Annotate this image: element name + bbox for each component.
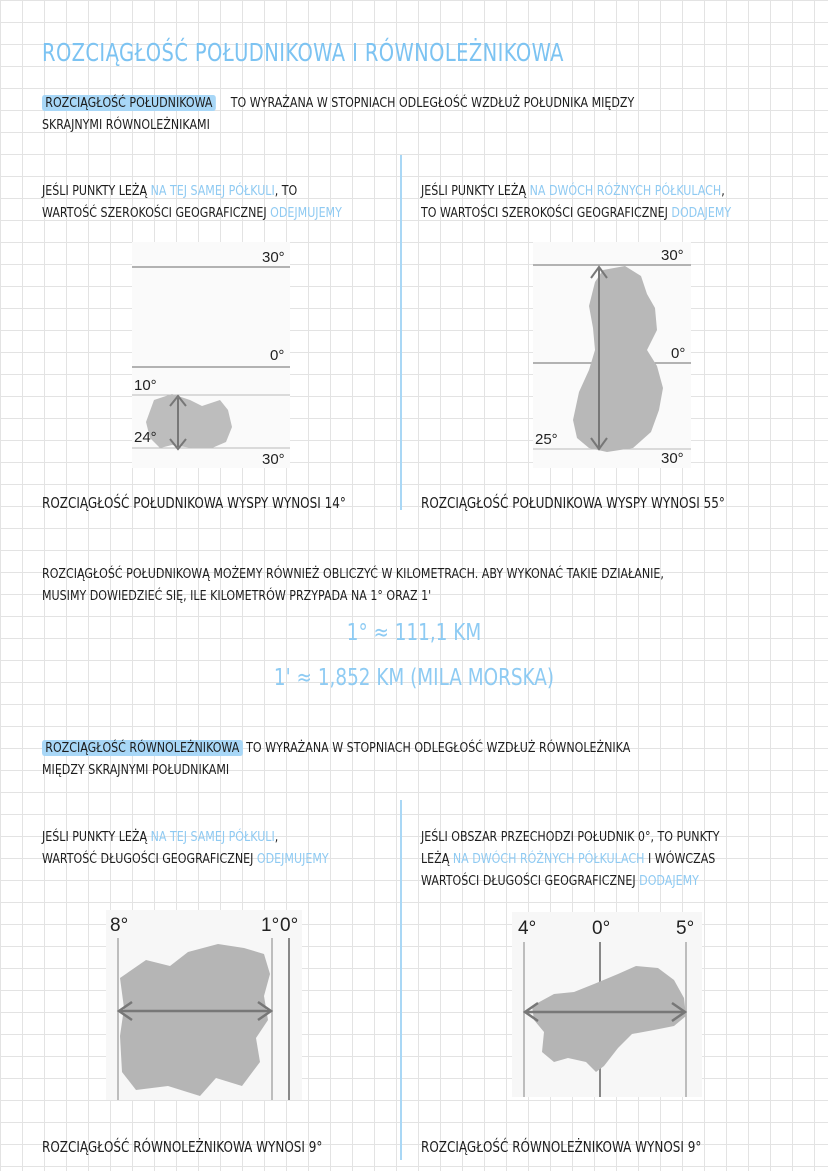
rule-prime-meridian: JEŚLI OBSZAR PRZECHODZI POŁUDNIK 0°, TO PUNKTY [421, 829, 720, 845]
rule-same-hemisphere-cont [42, 848, 329, 870]
caption-meridional-55: ROZCIĄGŁOŚĆ POŁUDNIKOWA WYSPY WYNOSI 55° [421, 494, 725, 512]
rule-text: WARTOŚĆ DŁUGOŚCI GEOGRAFICZNEJ [42, 851, 257, 867]
term-highlight-parallel: ROZCIĄGŁOŚĆ RÓWNOLEŻNIKOWA [42, 740, 243, 756]
rule-two-hemispheres-cont [421, 202, 731, 224]
rule-same-hemisphere [42, 180, 297, 202]
rule-highlight: DODAJEMY [639, 873, 699, 889]
meridional-diagram-two [533, 242, 691, 468]
rule-highlight: ODEJMUJEMY [270, 205, 342, 221]
formula-minute: 1' ≈ 1,852 KM (MILA MORSKA) [273, 665, 555, 691]
rule-text: , [274, 829, 279, 845]
rule-prime-meridian-cont [421, 848, 715, 870]
definition-text: TO WYRAŻANA W STOPNIACH ODLEGŁOŚĆ WZDŁUŻ POŁUDNIKA MIĘDZY [230, 95, 635, 111]
term-highlight-meridional: ROZCIĄGŁOŚĆ POŁUDNIKOWA [42, 95, 216, 111]
rule-text: , [721, 183, 725, 199]
rule-highlight: NA DWÓCH RÓŻNYCH PÓŁKULACH [529, 183, 722, 199]
parallel-diagram-two [512, 912, 702, 1097]
label-30-bottom: 30° [661, 450, 684, 467]
definition-text-cont: SKRAJNYMI RÓWNOLEŻNIKAMI [42, 117, 210, 133]
definition-parallel [42, 737, 630, 759]
label-0: 0° [280, 915, 299, 936]
label-5: 5° [676, 918, 695, 939]
km-paragraph-cont: MUSIMY DOWIEDZIEĆ SIĘ, ILE KILOMETRÓW PRZYPADA NA 1° ORAZ 1' [42, 588, 432, 604]
label-30-bottom: 30° [262, 451, 285, 468]
label-1: 1° [261, 915, 280, 936]
column-divider [400, 800, 402, 1160]
label-8: 8° [110, 915, 129, 936]
rule-text: WARTOŚCI DŁUGOŚCI GEOGRAFICZNEJ [421, 873, 640, 889]
label-30-top: 30° [661, 247, 684, 264]
island-shape [120, 944, 270, 1096]
km-paragraph: ROZCIĄGŁOŚĆ POŁUDNIKOWĄ MOŻEMY RÓWNIEŻ OBLICZYĆ W KILOMETRACH. ABY WYKONAĆ TAKIE DZIAŁANIE, [42, 566, 664, 582]
rule-same-hemisphere-cont [42, 202, 342, 224]
page-title: ROZCIĄGŁOŚĆ POŁUDNIKOWA I RÓWNOLEŻNIKOWA [42, 38, 564, 67]
meridional-diagram-same [132, 242, 290, 468]
label-equator: 0° [270, 347, 285, 364]
rule-highlight: ODEJMUJEMY [256, 851, 329, 867]
definition-text: TO WYRAŻANA W STOPNIACH ODLEGŁOŚĆ WZDŁUŻ RÓWNOLEŻNIKA [242, 740, 631, 756]
rule-text: JEŚLI PUNKTY LEŻĄ [42, 183, 151, 199]
definition-text-cont: MIĘDZY SKRAJNYMI POŁUDNIKAMI [42, 762, 230, 778]
rule-text: JEŚLI PUNKTY LEŻĄ [42, 829, 151, 845]
caption-parallel-right: ROZCIĄGŁOŚĆ RÓWNOLEŻNIKOWA WYNOSI 9° [421, 1138, 702, 1156]
label-equator: 0° [671, 345, 686, 362]
rule-text: I WÓWCZAS [644, 851, 716, 867]
rule-text: LEŻĄ [421, 851, 453, 867]
rule-text: JEŚLI PUNKTY LEŻĄ [421, 183, 530, 199]
label-4: 4° [518, 918, 537, 939]
parallel-diagram-same [106, 910, 302, 1100]
formula-degree: 1° ≈ 111,1 KM [346, 620, 482, 646]
rule-same-hemisphere [42, 826, 278, 848]
rule-text: TO WARTOŚCI SZEROKOŚCI GEOGRAFICZNEJ [421, 205, 672, 221]
label-0: 0° [592, 918, 611, 939]
rule-two-hemispheres [421, 180, 725, 202]
label-24: 24° [134, 429, 157, 446]
label-30-top: 30° [262, 249, 285, 266]
rule-text: , TO [274, 183, 298, 199]
column-divider [400, 155, 402, 510]
rule-highlight: DODAJEMY [671, 205, 732, 221]
definition-meridional [42, 92, 634, 114]
rule-highlight: NA TEJ SAMEJ PÓŁKULI [150, 183, 275, 199]
label-25: 25° [535, 431, 558, 448]
rule-text: WARTOŚĆ SZEROKOŚCI GEOGRAFICZNEJ [42, 205, 271, 221]
rule-prime-meridian-cont2 [421, 870, 699, 892]
caption-meridional-14: ROZCIĄGŁOŚĆ POŁUDNIKOWA WYSPY WYNOSI 14° [42, 494, 346, 512]
caption-parallel-left: ROZCIĄGŁOŚĆ RÓWNOLEŻNIKOWA WYNOSI 9° [42, 1138, 323, 1156]
label-10: 10° [134, 377, 157, 394]
rule-highlight: NA TEJ SAMEJ PÓŁKULI [150, 829, 275, 845]
island-shape [146, 394, 232, 448]
rule-highlight: NA DWÓCH RÓŻNYCH PÓŁKULACH [452, 851, 645, 867]
